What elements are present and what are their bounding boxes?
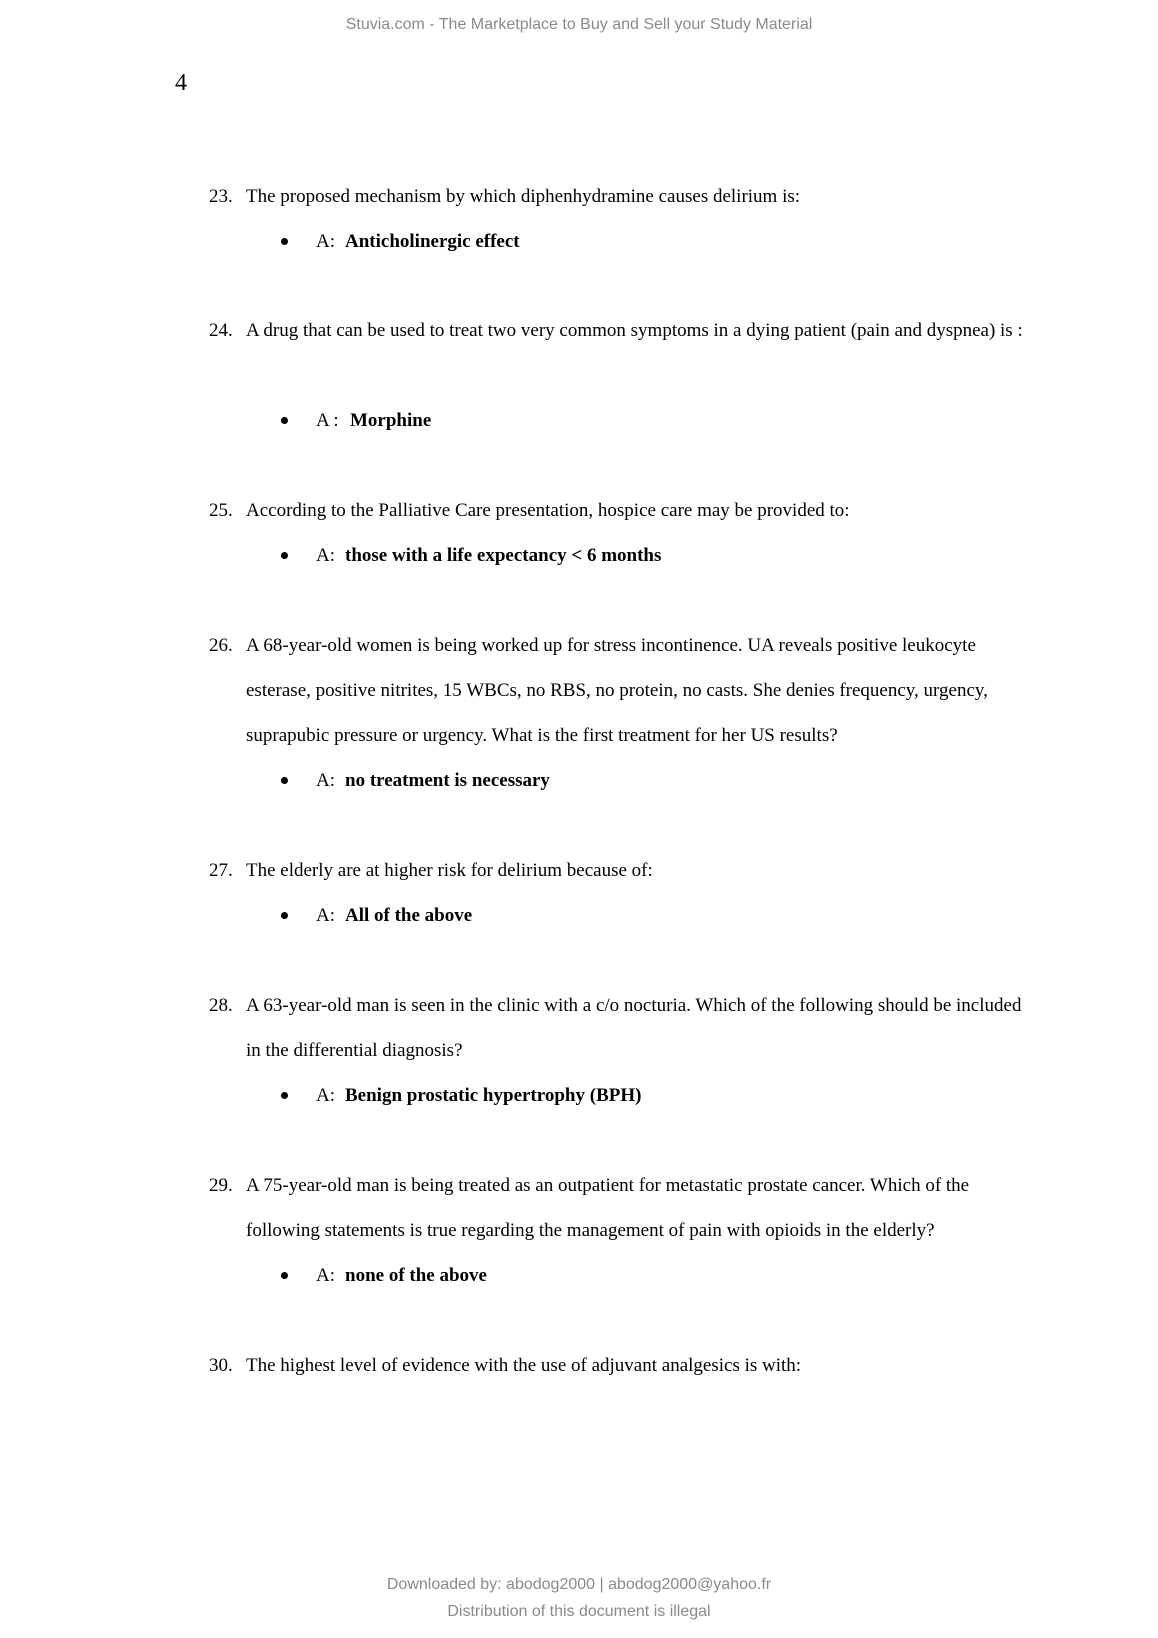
bullet-icon — [281, 1272, 288, 1279]
question-number: 29. — [209, 1175, 233, 1196]
question-text: A drug that can be used to treat two very common symptoms in a dying patient (pain and dyspnea) is : — [246, 320, 1023, 341]
answer-prefix: A: — [316, 231, 340, 252]
question-number: 30. — [209, 1355, 233, 1376]
question-number: 23. — [209, 186, 233, 207]
answer-prefix: A: — [316, 1265, 340, 1286]
question-text: The proposed mechanism by which diphenhydramine causes delirium is: — [246, 186, 801, 207]
answer-text: none of the above — [345, 1265, 487, 1286]
bullet-icon — [281, 238, 288, 245]
bullet-icon — [281, 912, 288, 919]
bullet-icon — [281, 777, 288, 784]
question-number: 28. — [209, 995, 233, 1016]
page-number: 4 — [175, 70, 187, 96]
footer-downloaded-by: Downloaded by: abodog2000 | abodog2000@yahoo.fr — [386, 1576, 772, 1593]
question-text: A 68-year-old women is being worked up for stress incontinence. UA reveals positive leukocyte esterase, positive nitrites, 15 WBCs, no RBS, no protein, no casts. She denies frequency, urgency, suprapubic pressure or urgency. What is the first treatment for her US results? — [246, 635, 988, 746]
question-number: 27. — [209, 860, 233, 881]
question-number: 25. — [209, 500, 233, 521]
question-text: The highest level of evidence with the use of adjuvant analgesics is with: — [246, 1355, 802, 1376]
bullet-icon — [281, 1092, 288, 1099]
answer-text: those with a life expectancy < 6 months — [345, 545, 662, 566]
answer-prefix: A: — [316, 770, 340, 791]
answer-text: Anticholinergic effect — [345, 231, 520, 252]
answer-text: Morphine — [350, 410, 432, 431]
answer-prefix: A: — [316, 905, 340, 926]
answer-prefix: A: — [316, 1085, 340, 1106]
answer-text: no treatment is necessary — [345, 770, 550, 791]
answer-prefix: A : — [316, 410, 344, 431]
answer-text: Benign prostatic hypertrophy (BPH) — [345, 1085, 642, 1106]
question-number: 26. — [209, 635, 233, 656]
stuvia-watermark: Stuvia.com - The Marketplace to Buy and Sell your Study Material — [345, 16, 813, 33]
answer-prefix: A: — [316, 545, 340, 566]
bullet-icon — [281, 417, 288, 424]
footer-distribution-notice: Distribution of this document is illegal — [447, 1603, 711, 1620]
question-text: A 75-year-old man is being treated as an outpatient for metastatic prostate cancer. Which of the following statements is true regarding the management of pain with opioids in the elderly? — [246, 1175, 970, 1241]
answer-text: All of the above — [345, 905, 473, 926]
question-text: According to the Palliative Care presentation, hospice care may be provided to: — [246, 500, 850, 521]
question-text: The elderly are at higher risk for delirium because of: — [246, 860, 653, 881]
question-text: A 63-year-old man is seen in the clinic with a c/o nocturia. Which of the following should be included in the differential diagnosis? — [246, 995, 1022, 1061]
bullet-icon — [281, 552, 288, 559]
question-number: 24. — [209, 320, 233, 341]
